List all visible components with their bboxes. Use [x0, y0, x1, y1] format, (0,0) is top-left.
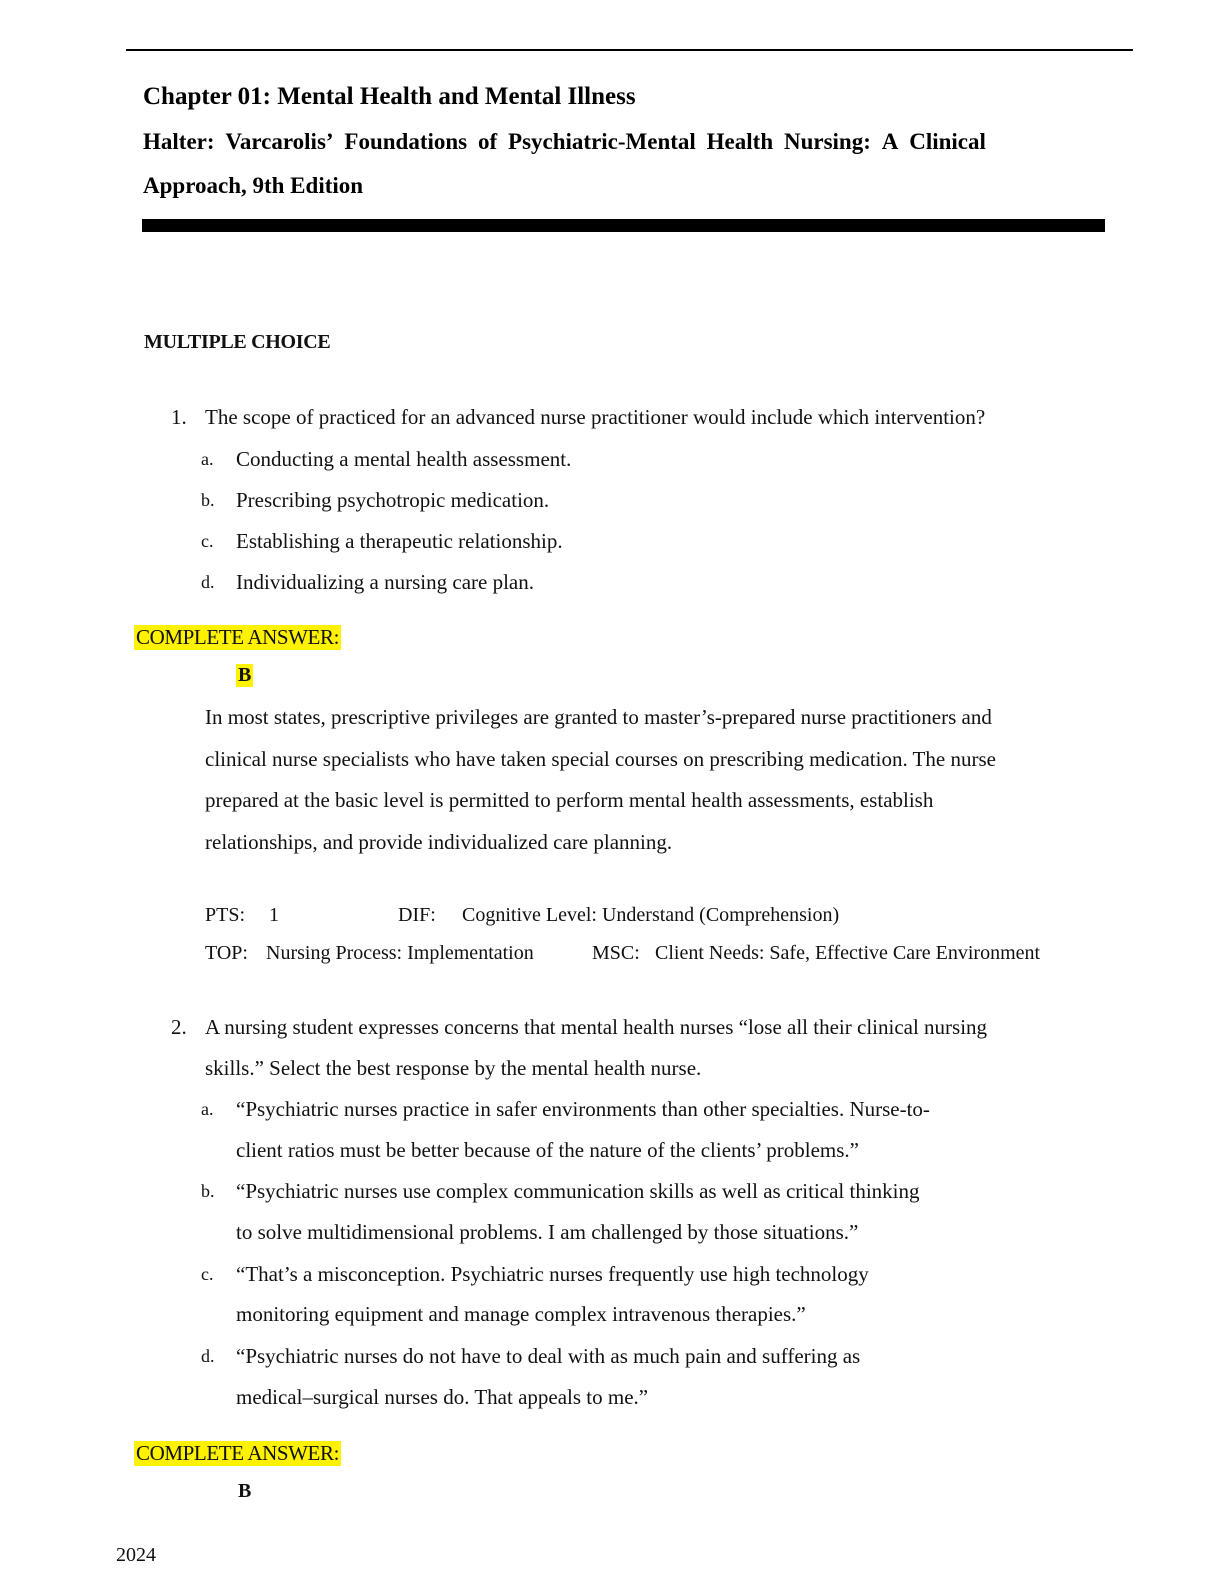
option-letter: c. — [201, 1264, 214, 1284]
book-title-line2: Approach, 9th Edition — [143, 173, 364, 198]
option-text: Conducting a mental health assessment. — [236, 447, 572, 471]
pts-label: PTS: — [205, 904, 246, 926]
option-letter: b. — [201, 1181, 215, 1201]
option-text: “Psychiatric nurses use complex communication skills as well as critical thinking — [236, 1179, 920, 1203]
option-text: Establishing a therapeutic relationship. — [236, 529, 563, 553]
question-stem: skills.” Select the best response by the mental health nurse. — [205, 1056, 702, 1080]
option-text: “That’s a misconception. Psychiatric nurses frequently use high technology — [236, 1262, 869, 1286]
option-letter: a. — [201, 449, 214, 469]
book-title-word: Halter: — [143, 129, 215, 154]
book-title-word: Psychiatric-Mental — [508, 129, 696, 154]
answer-label: COMPLETE ANSWER: — [136, 625, 340, 649]
top-value: Nursing Process: Implementation — [266, 942, 534, 964]
option-text: medical–surgical nurses do. That appeals to me.” — [236, 1385, 649, 1409]
option-letter: d. — [201, 572, 215, 592]
pts-value: 1 — [269, 904, 279, 926]
question-number: 1. — [171, 405, 187, 429]
book-title-word: Varcarolis’ — [225, 129, 334, 154]
top-label: TOP: — [205, 942, 248, 964]
question-number: 2. — [171, 1015, 187, 1039]
question-stem: The scope of practiced for an advanced nurse practitioner would include which intervention? — [205, 405, 986, 429]
question-stem: A nursing student expresses concerns that mental health nurses “lose all their clinical nursing — [205, 1015, 988, 1039]
chapter-title: Chapter 01: Mental Health and Mental Illness — [143, 83, 636, 110]
msc-value: Client Needs: Safe, Effective Care Environment — [655, 942, 1041, 964]
dif-value: Cognitive Level: Understand (Comprehension) — [462, 904, 840, 926]
option-text: client ratios must be better because of the nature of the clients’ problems.” — [236, 1138, 859, 1162]
book-title-word: Foundations — [344, 129, 468, 154]
option-text: to solve multidimensional problems. I am challenged by those situations.” — [236, 1220, 859, 1244]
answer-letter: B — [238, 664, 252, 686]
option-text: Prescribing psychotropic medication. — [236, 488, 550, 512]
option-letter: c. — [201, 531, 214, 551]
book-title-word: A — [881, 129, 899, 154]
book-title-word: Health — [706, 129, 774, 154]
header-divider — [142, 219, 1105, 232]
top-rule — [126, 49, 1133, 51]
msc-label: MSC: — [592, 942, 640, 964]
option-text: Individualizing a nursing care plan. — [236, 570, 534, 594]
option-text: monitoring equipment and manage complex intravenous therapies.” — [236, 1302, 806, 1326]
answer-letter: B — [238, 1480, 252, 1502]
book-title-word: of — [478, 129, 498, 154]
book-title-line1 — [143, 129, 986, 155]
answer-rationale — [205, 697, 1115, 863]
book-title-word: Clinical — [909, 129, 986, 154]
rationale-line: clinical nurse specialists who have taken special courses on prescribing medication. The nurse — [205, 746, 996, 771]
option-text: “Psychiatric nurses do not have to deal with as much pain and suffering as — [236, 1344, 861, 1368]
footer-year: 2024 — [116, 1544, 156, 1566]
option-letter: a. — [201, 1099, 214, 1119]
dif-label: DIF: — [398, 904, 436, 926]
rationale-line: relationships, and provide individualized care planning. — [205, 829, 673, 854]
rationale-line: prepared at the basic level is permitted to perform mental health assessments, establish — [205, 788, 934, 812]
option-letter: d. — [201, 1346, 215, 1366]
option-text: “Psychiatric nurses practice in safer environments than other specialties. Nurse-to- — [236, 1097, 930, 1121]
section-heading: MULTIPLE CHOICE — [144, 331, 331, 353]
rationale-line: In most states, prescriptive privileges are granted to master’s-prepared nurse practitioners and — [205, 705, 992, 729]
answer-label: COMPLETE ANSWER: — [136, 1441, 340, 1465]
book-title-word: Nursing: — [783, 129, 871, 154]
option-letter: b. — [201, 490, 215, 510]
